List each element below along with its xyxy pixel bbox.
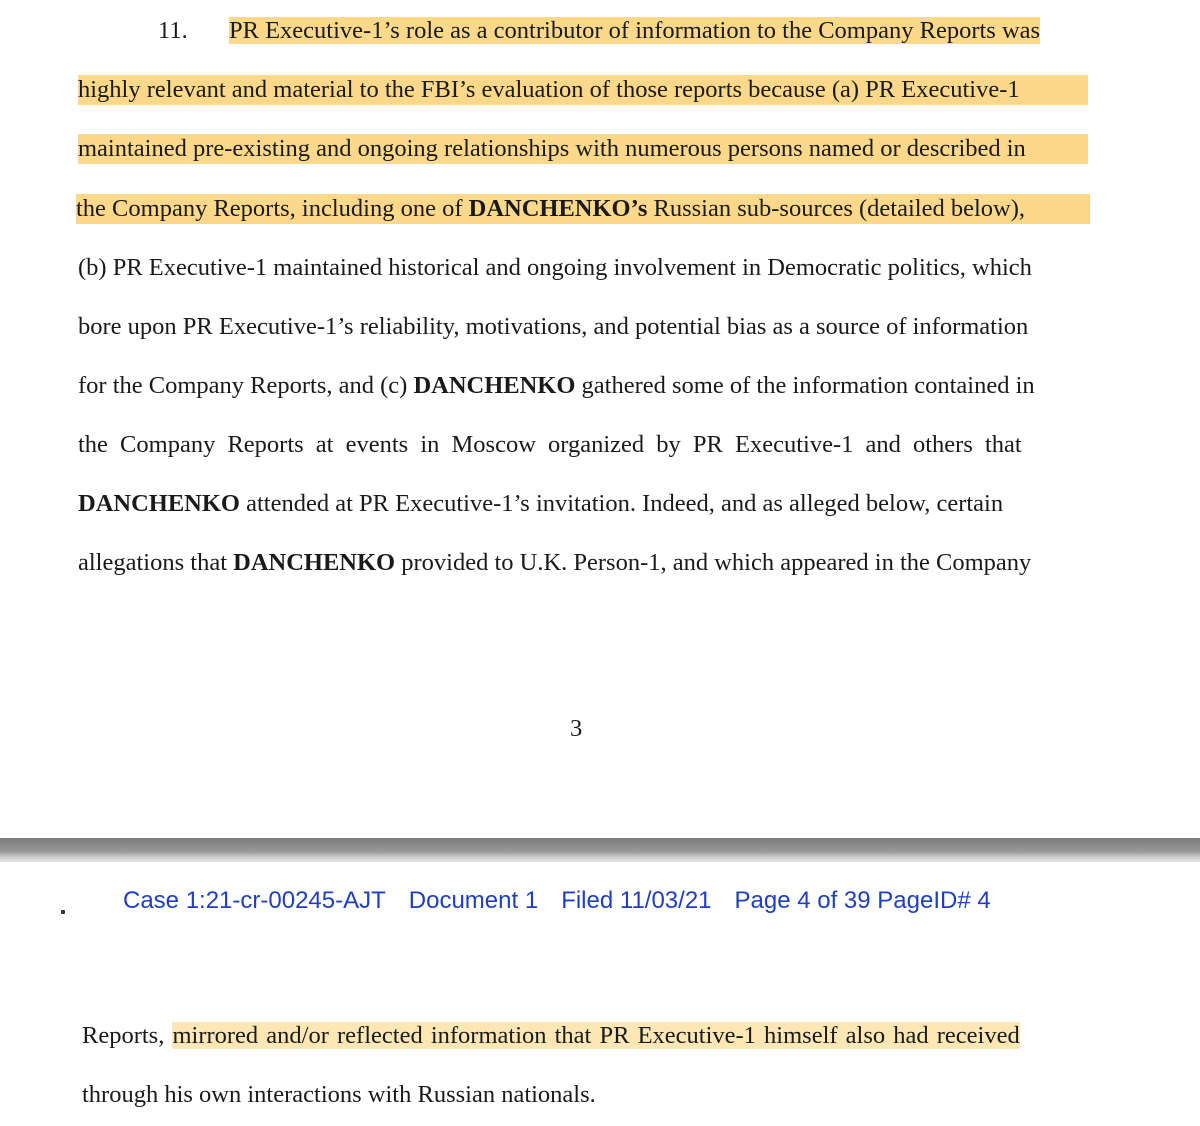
page-mark	[61, 910, 65, 914]
paragraph-number: 11.	[158, 17, 188, 44]
highlighted-text: maintained pre-existing and ongoing relationships with numerous persons named or described in	[78, 135, 1026, 162]
text-line	[78, 134, 1088, 164]
highlighted-text: mirrored and/or reflected information that PR Executive-1 himself also had received	[172, 1022, 1020, 1049]
text-line: for the Company Reports, and (c) DANCHENKO gathered some of the information contained in	[78, 372, 1035, 399]
text-line: (b) PR Executive-1 maintained historical and ongoing involvement in Democratic politics, which	[78, 254, 1032, 281]
defendant-name: DANCHENKO	[233, 549, 396, 576]
highlighted-text: highly relevant and material to the FBI’s evaluation of those reports because (a) PR Executive-1	[78, 76, 1020, 103]
defendant-name: DANCHENKO	[413, 372, 576, 399]
document-number: Document 1	[408, 887, 539, 914]
text-line	[78, 75, 1088, 105]
defendant-name: DANCHENKO’s	[468, 195, 648, 222]
page-number: 3	[570, 715, 583, 742]
text-line: bore upon PR Executive-1’s reliability, motivations, and potential bias as a source of information	[78, 313, 1029, 340]
text-line: Reports, mirrored and/or reflected information that PR Executive-1 himself also had received	[82, 1022, 1020, 1049]
page-id: Page 4 of 39 PageID# 4	[734, 887, 991, 914]
text-line: the Company Reports at events in Moscow organized by PR Executive-1 and others that	[78, 431, 1022, 458]
filed-date: Filed 11/03/21	[561, 887, 712, 914]
text-line: the Company Reports, including one of DANCHENKO’s Russian sub-sources (detailed below),	[76, 194, 1090, 224]
page-separator	[0, 838, 1200, 862]
text-line	[229, 16, 1040, 46]
text-line: allegations that DANCHENKO provided to U.K. Person-1, and which appeared in the Company	[78, 549, 1032, 576]
text-line: DANCHENKO attended at PR Executive-1’s invitation. Indeed, and as alleged below, certain	[78, 490, 1004, 517]
highlighted-text: PR Executive-1’s role as a contributor of information to the Company Reports was	[229, 17, 1041, 44]
case-number: Case 1:21-cr-00245-AJT	[123, 887, 386, 914]
case-header	[123, 886, 1014, 916]
text-line: through his own interactions with Russian nationals.	[82, 1081, 596, 1108]
defendant-name: DANCHENKO	[78, 490, 240, 517]
